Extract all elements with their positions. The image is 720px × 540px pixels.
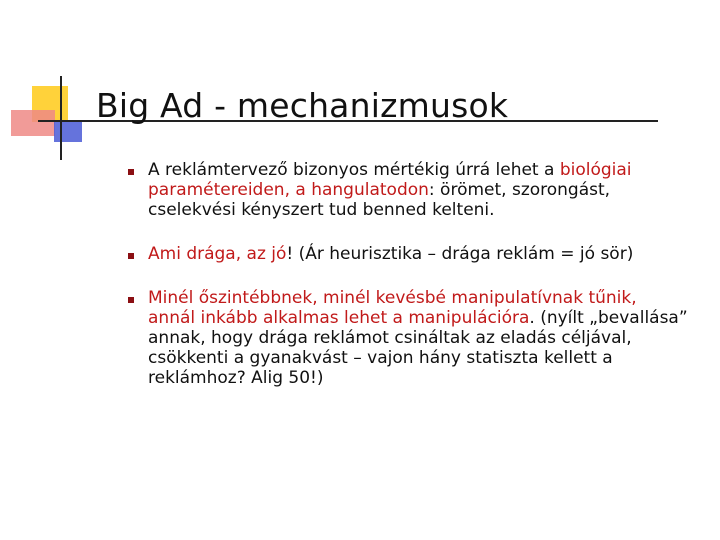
bullet-marker-icon (128, 253, 134, 259)
bullet-list (128, 160, 688, 412)
bullet-item (128, 288, 688, 388)
logo-vertical-line (60, 76, 62, 160)
bullet-text-normal: A reklámtervező bizonyos mértékig úrrá lehet a (148, 160, 560, 180)
bullet-text-normal: : örömet, szorongást, cselekvési kényszert tud benned kelteni. (148, 180, 611, 220)
bullet-text-normal: ! (Ár heurisztika – drága reklám = jó sör) (286, 244, 634, 264)
bullet-item (128, 160, 688, 220)
logo-decoration (0, 0, 100, 170)
bullet-text-highlight: Ami drága, az jó (148, 244, 287, 264)
page-title: Big Ad - mechanizmusok (96, 86, 509, 125)
logo-red-square (11, 110, 55, 136)
bullet-item (128, 244, 688, 264)
bullet-text (148, 288, 688, 388)
bullet-text (148, 160, 688, 220)
bullet-text-highlight: Minél őszintébbnek, minél kevésbé manipulatívnak tűnik, annál inkább alkalmas lehet a manipulációra (148, 288, 637, 328)
bullet-text (148, 244, 688, 264)
logo-blue-square (54, 120, 82, 142)
bullet-marker-icon (128, 297, 134, 303)
bullet-text-highlight: biológiai paramétereiden, a hangulatodon (148, 160, 632, 200)
bullet-text-normal: . (nyílt „bevallása” annak, hogy drága reklámot csináltak az eladás céljával, csökkenti a gyanakvást – vajon hány statiszta kellett a reklámhoz? Alig 50!) (148, 308, 688, 388)
bullet-marker-icon (128, 169, 134, 175)
